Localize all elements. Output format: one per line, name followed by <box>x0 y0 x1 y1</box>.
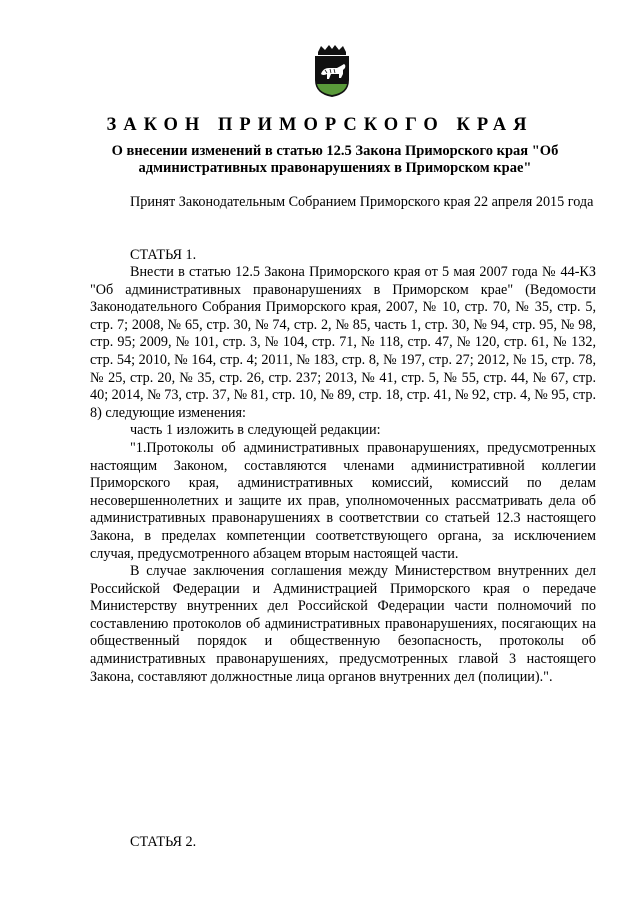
adoption-statement <box>90 194 596 212</box>
article-1-paragraph: В случае заключения соглашения между Министерством внутренних дел Российской Федерации и Администрацией Приморского края о передаче Министерству внутренних дел Российской Федерации части полномочий по составлению протоколов об административных правонарушениях, посягающих на общественный порядок и общественную безопасность, протоколы об административных правонарушениях, предусмотренных главой 3 настоящего Закона, составляют должностные лица органов внутренних дел (полиции).". <box>90 563 596 685</box>
adoption-text: Принят Законодательным Собранием Приморского края 22 апреля 2015 года <box>130 194 594 210</box>
article-1-paragraph: "1.Протоколы об административных правонарушениях, предусмотренных настоящим Законом, составляются членами административной коллегии Приморского края, административных комиссий, комиссий по делам несовершеннолетних и защите их прав, уполномоченных рассматривать дела об административных правонарушениях в соответствии со статьей 12.3 настоящего Закона, в пределах компетенции соответствующего органа, за исключением случая, предусмотренного абзацем вторым настоящей части. <box>90 439 596 562</box>
article-1-paragraph: часть 1 изложить в следующей редакции: <box>130 422 381 439</box>
article-2-heading: СТАТЬЯ 2. <box>130 834 197 850</box>
article-1-heading: СТАТЬЯ 1. <box>130 247 197 263</box>
primorsky-coat-of-arms-icon <box>311 44 353 98</box>
article-1-paragraph: Внести в статью 12.5 Закона Приморского края от 5 мая 2007 года № 44-КЗ "Об административных правонарушениях в Приморском крае" (Ведомости Законодательного Собрания Приморского края, 2007, № 10, стр. 70, № 35, стр. 5, стр. 7; 2008, № 65, стр. 30, № 74, стр. 2, № 85, часть 1, стр. 30, № 94, стр. 95, № 98, стр. 95; 2009, № 101, стр. 3, № 104, стр. 71, № 118, стр. 47, № 120, стр. 61, № 132, стр. 54; 2010, № 164, стр. 4; 2011, № 183, стр. 8, № 197, стр. 27; 2012, № 15, стр. 78, № 25, стр. 20, № 35, стр. 26, стр. 237; 2013, № 41, стр. 5, № 55, стр. 44, № 67, стр. 40; 2014, № 73, стр. 37, № 81, стр. 10, № 89, стр. 18, стр. 41, № 92, стр. 4, № 95, стр. 8) следующие изменения: <box>90 264 596 421</box>
law-subtitle: О внесении изменений в статью 12.5 Закона Приморского края "Об административных правонарушениях в Приморском крае" <box>111 143 559 176</box>
law-title: ЗАКОН ПРИМОРСКОГО КРАЯ <box>106 115 534 135</box>
article-1-body <box>90 264 596 686</box>
